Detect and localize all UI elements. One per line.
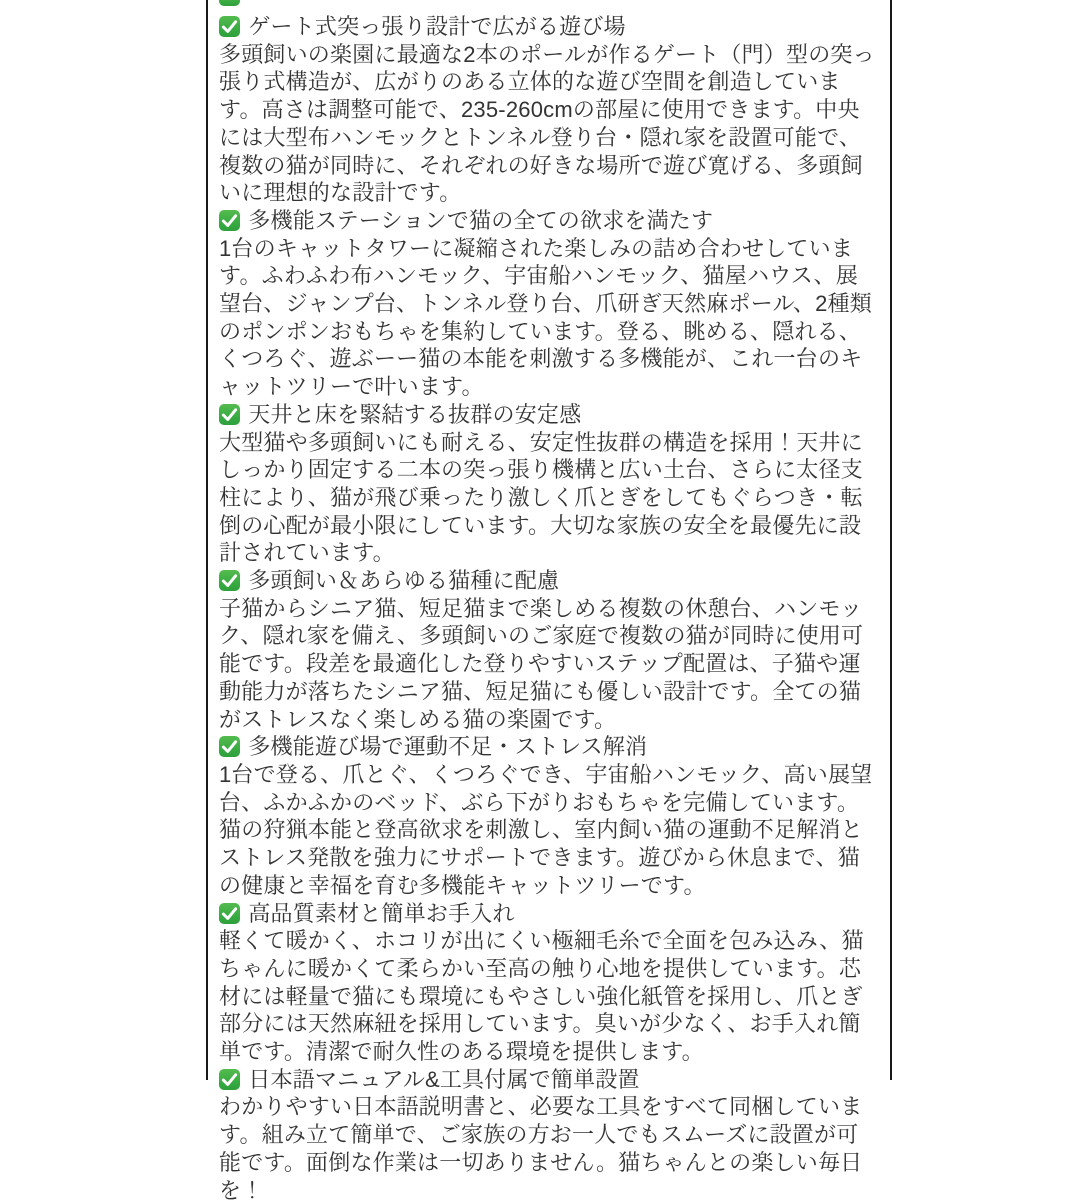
feature-heading: [219, 13, 880, 41]
feature-title: 日本語マニュアル&工具付属で簡単設置: [248, 1066, 640, 1092]
feature-body: 多頭飼いの楽園に最適な2本のポールが作るゲート（門）型の突っ張り式構造が、広がりのある立体的な遊び空間を創造しています。高さは調整可能で、235-260cmの部屋に使用できます。中央には大型布ハンモックとトンネル登り台・隠れ家を設置可能で、複数の猫が同時に、それぞれの好きな場所で遊び寛げる、多頭飼いに理想的な設計です。: [219, 41, 875, 206]
description-content: [208, 0, 890, 1204]
check-mark-icon: [219, 1069, 240, 1090]
feature-body: 軽くて暖かく、ホコリが出にくい極細毛糸で全面を包み込み、猫ちゃんに暖かくて柔らかい至高の触り心地を提供しています。芯材には軽量で猫にも環境にもやさしい強化紙管を採用し、爪とぎ部分には天然麻紐を採用しています。臭いが少なく、お手入れ簡単です。清潔で耐久性のある環境を提供します。: [219, 928, 864, 1065]
check-mark-icon: [219, 210, 240, 231]
feature-section-manual-tools: [219, 1066, 880, 1204]
feature-body: 1台のキャットタワーに凝縮された楽しみの詰め合わせしています。ふわふわ布ハンモック、宇宙船ハンモック、猫屋ハウス、展望台、ジャンプ台、トンネル登り台、爪研ぎ天然麻ポール、2種類のポンポンおもちゃを集約しています。登る、眺める、隠れる、くつろぐ、遊ぶーー猫の本能を刺激する多機能が、これ一台のキャットツリーで叶います。: [219, 235, 872, 400]
feature-section-multifunction-station: [219, 207, 880, 401]
feature-title: ゲート式突っ張り設計で広がる遊び場: [248, 14, 626, 39]
check-mark-icon: [219, 903, 240, 924]
feature-title: 多頭飼い＆あらゆる猫種に配慮: [248, 568, 560, 594]
feature-heading: [219, 900, 880, 928]
feature-body: 大型猫や多頭飼いにも耐える、安定性抜群の構造を採用！天井にしっかり固定する二本の突っ張り機構と広い土台、さらに太径支柱により、猫が飛び乗ったり激しく爪とぎをしてもぐらつき・転倒の心配が最小限にしています。大切な家族の安全を最優先に設計されています。: [219, 429, 863, 566]
description-column: [206, 0, 892, 1203]
feature-title: 天井と床を緊結する抜群の安定感: [248, 401, 582, 427]
check-mark-icon: [219, 404, 240, 425]
feature-section-all-cat-breeds: [219, 567, 880, 733]
feature-heading: [219, 567, 880, 595]
feature-title: 高品質素材と簡単お手入れ: [248, 900, 515, 926]
feature-heading: [219, 1066, 880, 1094]
feature-heading: [219, 401, 880, 429]
feature-section-material-care: [219, 900, 880, 1066]
check-mark-icon: [219, 16, 240, 37]
feature-heading: [219, 733, 880, 761]
feature-title: 多機能遊び場で運動不足・ストレス解消: [248, 734, 648, 760]
feature-section-gate-design: [219, 13, 880, 207]
check-mark-icon: [219, 736, 240, 757]
check-mark-icon: [219, 570, 240, 591]
feature-body: 1台で登る、爪とぐ、くつろぐでき、宇宙船ハンモック、高い展望台、ふかふかのベッド、ぶら下がりおもちゃを完備しています。猫の狩猟本能と登高欲求を刺激し、室内飼い猫の運動不足解消とストレス発散を強力にサポートできます。遊びから休息まで、猫の健康と幸福を育む多機能キャットツリーです。: [219, 761, 873, 898]
feature-heading: [219, 207, 880, 235]
feature-section-exercise-stress: [219, 733, 880, 899]
feature-body: わかりやすい日本語説明書と、必要な工具をすべて同梱しています。組み立て簡単で、ご家族の方お一人でもスムーズに設置が可能です。面倒な作業は一切ありません。猫ちゃんとの楽しい毎日を！: [219, 1094, 863, 1203]
feature-title: 多機能ステーションで猫の全ての欲求を満たす: [248, 207, 714, 233]
feature-body: 子猫からシニア猫、短足猫まで楽しめる複数の休憩台、ハンモック、隠れ家を備え、多頭飼いのご家庭で複数の猫が同時に使用可能です。段差を最適化した登りやすいステップ配置は、子猫や運動能力が落ちたシニア猫、短足猫にも優しい設計です。全ての猫がストレスなく楽しめる猫の楽園です。: [219, 595, 864, 732]
feature-section-stability: [219, 401, 880, 567]
